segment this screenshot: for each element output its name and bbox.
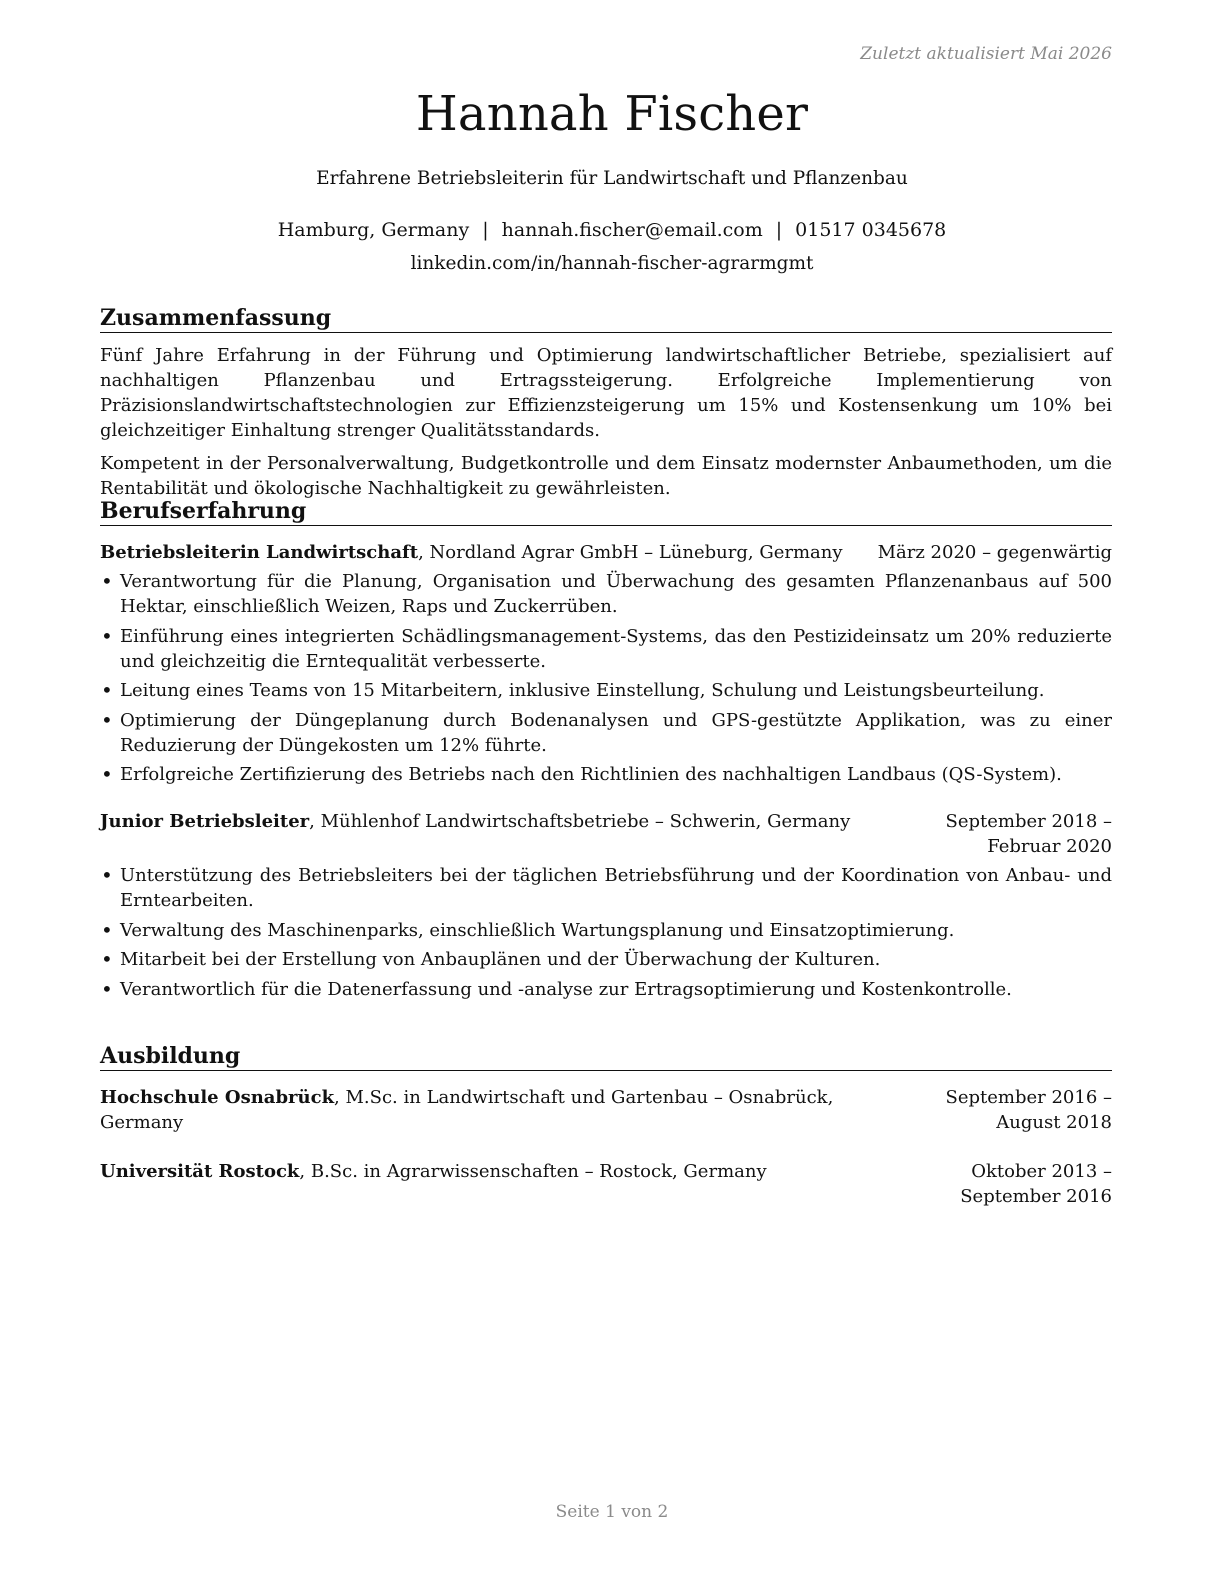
job-bullet: • Unterstützung des Betriebsleiters bei der täglichen Betriebsführung und der Koordination von Anbau- und Erntearbeiten. xyxy=(100,863,1112,913)
contact-email[interactable]: hannah.fischer@email.com xyxy=(501,219,763,241)
contact-separator: | xyxy=(775,219,783,241)
education-dates: Oktober 2013 – September 2016 xyxy=(960,1161,1112,1207)
job-bullet: • Einführung eines integrierten Schädlingsmanagement-Systems, das den Pestizideinsatz um 20% reduzierte und gleichzeitig die Erntequalität verbesserte. xyxy=(100,624,1112,674)
job-bullet: • Verantwortung für die Planung, Organisation und Überwachung des gesamten Pflanzenanbaus auf 500 Hektar, einschließlich Weizen, Raps und Zuckerrüben. xyxy=(100,569,1112,619)
job-entry xyxy=(100,540,1112,787)
education-school: Hochschule Osnabrück xyxy=(100,1087,335,1108)
candidate-headline: Erfahrene Betriebsleiterin für Landwirtschaft und Pflanzenbau xyxy=(316,168,908,189)
job-bullet: • Optimierung der Düngeplanung durch Bodenanalysen und GPS-gestützte Applikation, was zu einer Reduzierung der Düngekosten um 12% führte. xyxy=(100,708,1112,758)
education-dates: September 2016 – August 2018 xyxy=(945,1087,1112,1133)
job-bullet: • Verwaltung des Maschinenparks, einschließlich Wartungsplanung und Einsatzoptimierung. xyxy=(100,918,1112,943)
education-school: Universität Rostock xyxy=(100,1161,300,1182)
job-employer: , Mühlenhof Landwirtschaftsbetriebe – Schwerin, Germany xyxy=(309,811,851,832)
job-bullet: • Verantwortlich für die Datenerfassung und -analyse zur Ertragsoptimierung und Kostenkontrolle. xyxy=(100,977,1112,1002)
education-section xyxy=(100,1043,1112,1209)
section-title-experience: Berufserfahrung xyxy=(100,498,1112,526)
job-dates: September 2018 – Februar 2020 xyxy=(945,811,1112,857)
education-entry xyxy=(100,1085,1112,1135)
linkedin-link[interactable]: linkedin.com/in/hannah-fischer-agrarmgmt xyxy=(410,253,814,274)
education-degree: , M.Sc. in Landwirtschaft und Gartenbau – Osnabrück, Germany xyxy=(100,1087,834,1133)
summary-paragraph: Kompetent in der Personalverwaltung, Budgetkontrolle und dem Einsatz modernster Anbaumethoden, um die Rentabilität und ökologische Nachhaltigkeit zu gewährleisten. xyxy=(100,453,1112,499)
job-bullet: • Leitung eines Teams von 15 Mitarbeitern, inklusive Einstellung, Schulung und Leistungsbeurteilung. xyxy=(100,678,1112,703)
job-dates: März 2020 – gegenwärtig xyxy=(877,542,1112,563)
education-entry xyxy=(100,1159,1112,1209)
job-bullets xyxy=(100,569,1112,787)
job-role: Betriebsleiterin Landwirtschaft xyxy=(100,542,419,563)
candidate-name: Hannah Fischer xyxy=(415,86,809,142)
job-bullets xyxy=(100,863,1112,1002)
job-header xyxy=(100,809,1112,859)
last-updated-note: Zuletzt aktualisiert Mai 2026 xyxy=(860,44,1112,64)
summary-paragraph: Fünf Jahre Erfahrung in der Führung und Optimierung landwirtschaftlicher Betriebe, spezialisiert auf nachhaltigen Pflanzenbau und Ertragssteigerung. Erfolgreiche Implementierung von Präzisionslandwirtschaftstechnologien zur Effizienzsteigerung um 15% und Kostensenkung um 10% bei gleichzeitiger Einhaltung strenger Qualitätsstandards. xyxy=(100,345,1112,441)
job-bullet: • Erfolgreiche Zertifizierung des Betriebs nach den Richtlinien des nachhaltigen Landbaus (QS-System). xyxy=(100,762,1112,787)
job-employer: , Nordland Agrar GmbH – Lüneburg, Germany xyxy=(418,542,843,563)
summary-section xyxy=(100,305,1112,501)
contact-location: Hamburg, Germany xyxy=(277,219,470,241)
page-number: Seite 1 von 2 xyxy=(555,1502,669,1522)
contact-phone[interactable]: 01517 0345678 xyxy=(795,219,947,241)
contact-line xyxy=(0,219,1224,241)
job-role: Junior Betriebsleiter xyxy=(100,811,310,832)
job-entry xyxy=(100,809,1112,1002)
job-header xyxy=(100,540,1112,565)
section-title-summary: Zusammenfassung xyxy=(100,305,1112,333)
job-bullet: • Mitarbeit bei der Erstellung von Anbauplänen und der Überwachung der Kulturen. xyxy=(100,947,1112,972)
contact-separator: | xyxy=(482,219,489,241)
experience-section xyxy=(100,498,1112,1006)
section-title-education: Ausbildung xyxy=(100,1043,1112,1071)
education-degree: , B.Sc. in Agrarwissenschaften – Rostock, Germany xyxy=(299,1161,767,1182)
